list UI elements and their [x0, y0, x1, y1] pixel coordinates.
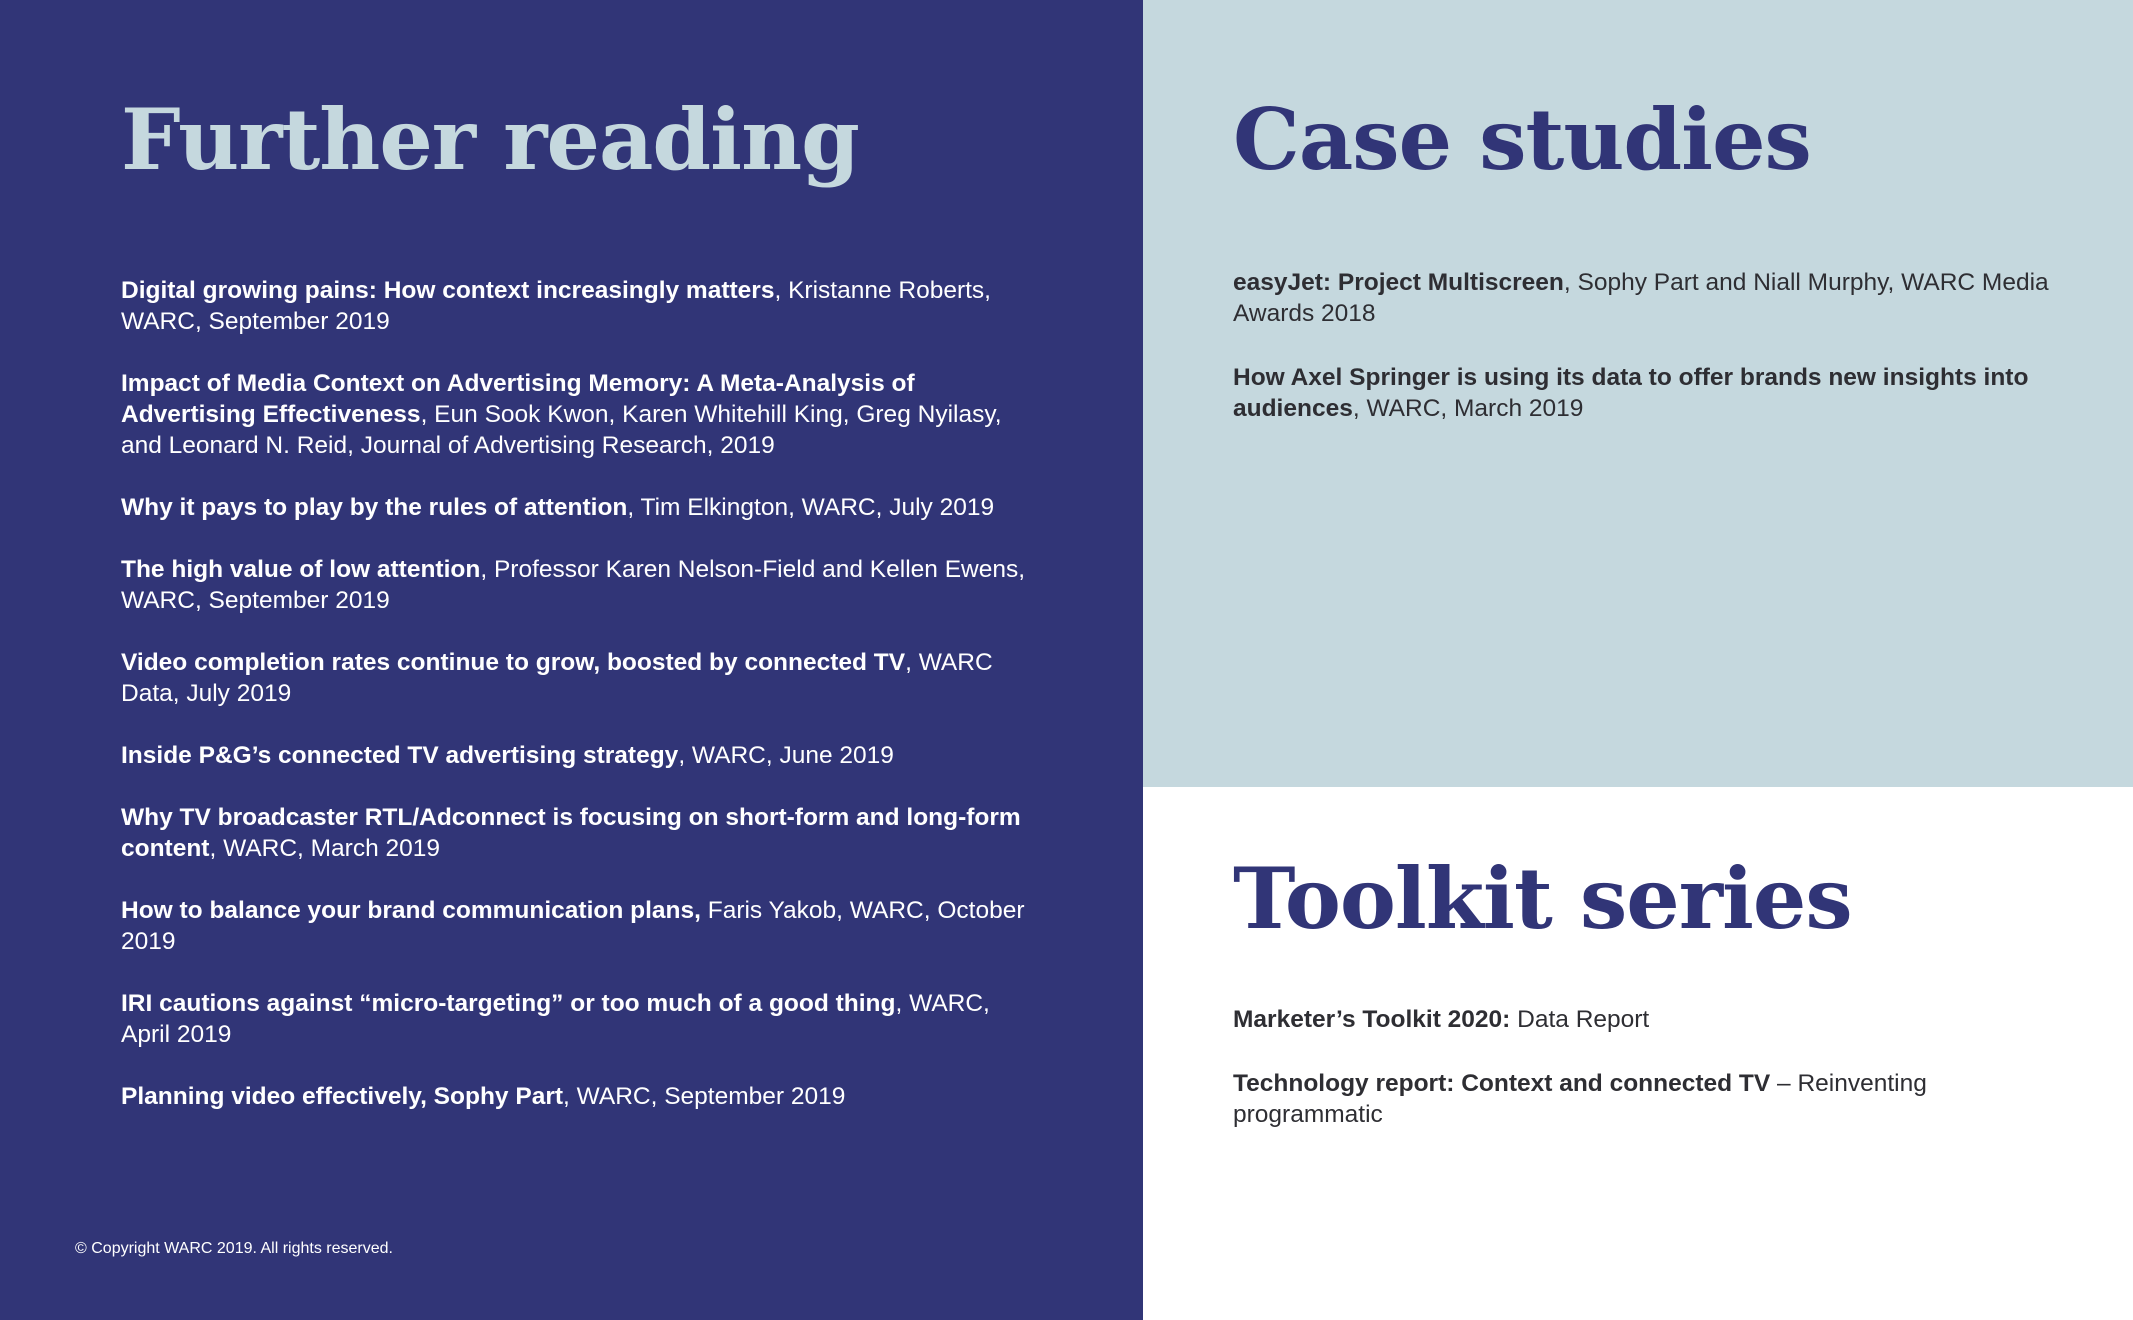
case-study-title: How Axel Springer is using its data to offer brands new insights into audiences	[1233, 364, 2029, 422]
reading-item[interactable]	[121, 492, 1031, 523]
case-studies-list	[1233, 267, 2083, 457]
reading-item-source: , Professor Karen Nelson-Field and Kellen Ewens, WARC, September 2019	[121, 556, 1026, 614]
copyright-notice: © Copyright WARC 2019. All rights reserved.	[75, 1240, 393, 1257]
reading-item[interactable]	[121, 1081, 1031, 1112]
reading-item-source: , WARC, April 2019	[121, 990, 990, 1048]
further-reading-heading: Further reading	[121, 90, 859, 189]
reading-item[interactable]	[121, 647, 1031, 709]
toolkit-item[interactable]	[1233, 1068, 2083, 1130]
toolkit-item[interactable]	[1233, 1004, 2083, 1035]
reading-item-title: Why TV broadcaster RTL/Adconnect is focusing on short-form and long-form content	[121, 804, 1021, 862]
case-study-title: easyJet: Project Multiscreen	[1233, 269, 1564, 296]
reading-item[interactable]	[121, 368, 1031, 461]
reading-item-title: The high value of low attention	[121, 556, 481, 583]
toolkit-item-title: Technology report: Context and connected TV	[1233, 1070, 1771, 1097]
reading-item[interactable]	[121, 740, 1031, 771]
reading-item[interactable]	[121, 802, 1031, 864]
reading-item-source: Faris Yakob, WARC, October 2019	[121, 897, 1025, 955]
toolkit-series-list	[1233, 1004, 2083, 1163]
reading-item-title: Why it pays to play by the rules of attention	[121, 494, 628, 521]
reading-item-title: Planning video effectively, Sophy Part	[121, 1083, 564, 1110]
case-studies-heading: Case studies	[1233, 90, 1811, 189]
case-study-source: , Sophy Part and Niall Murphy, WARC Media Awards 2018	[1233, 269, 2049, 327]
reading-item-source: , Eun Sook Kwon, Karen Whitehill King, Greg Nyilasy, and Leonard N. Reid, Journal of Advertising Research, 2019	[121, 401, 1002, 459]
reading-item-source: , WARC, September 2019	[563, 1083, 846, 1110]
reading-item[interactable]	[121, 554, 1031, 616]
case-study-source: , WARC, March 2019	[1352, 395, 1584, 422]
reading-item-title: IRI cautions against “micro-targeting” or too much of a good thing	[121, 990, 896, 1017]
reading-item-source: , WARC, March 2019	[209, 835, 441, 862]
reading-item-title: How to balance your brand communication plans,	[121, 897, 701, 924]
case-study-item[interactable]	[1233, 267, 2083, 329]
toolkit-item-subtitle: – Reinventing programmatic	[1233, 1070, 1927, 1128]
reading-item-source: , WARC Data, July 2019	[121, 649, 993, 707]
reading-item-title: Digital growing pains: How context increasingly matters	[121, 277, 775, 304]
toolkit-item-subtitle: Data Report	[1510, 1006, 1650, 1033]
toolkit-item-title: Marketer’s Toolkit 2020:	[1233, 1006, 1511, 1033]
case-study-item[interactable]	[1233, 362, 2083, 424]
reading-item-source: , Tim Elkington, WARC, July 2019	[627, 494, 995, 521]
toolkit-series-panel	[1143, 787, 2133, 1320]
reading-item-title: Impact of Media Context on Advertising Memory: A Meta-Analysis of Advertising Effectiveness	[121, 370, 915, 428]
toolkit-series-heading: Toolkit series	[1233, 849, 1852, 948]
reading-item[interactable]	[121, 988, 1031, 1050]
reading-item-source: , Kristanne Roberts, WARC, September 2019	[121, 277, 991, 335]
case-studies-panel	[1143, 0, 2133, 787]
further-reading-list	[121, 275, 1031, 1143]
reading-item-title: Inside P&G’s connected TV advertising strategy	[121, 742, 679, 769]
reading-item[interactable]	[121, 895, 1031, 957]
reading-item-title: Video completion rates continue to grow, boosted by connected TV	[121, 649, 906, 676]
reading-item[interactable]	[121, 275, 1031, 337]
reading-item-source: , WARC, June 2019	[678, 742, 894, 769]
